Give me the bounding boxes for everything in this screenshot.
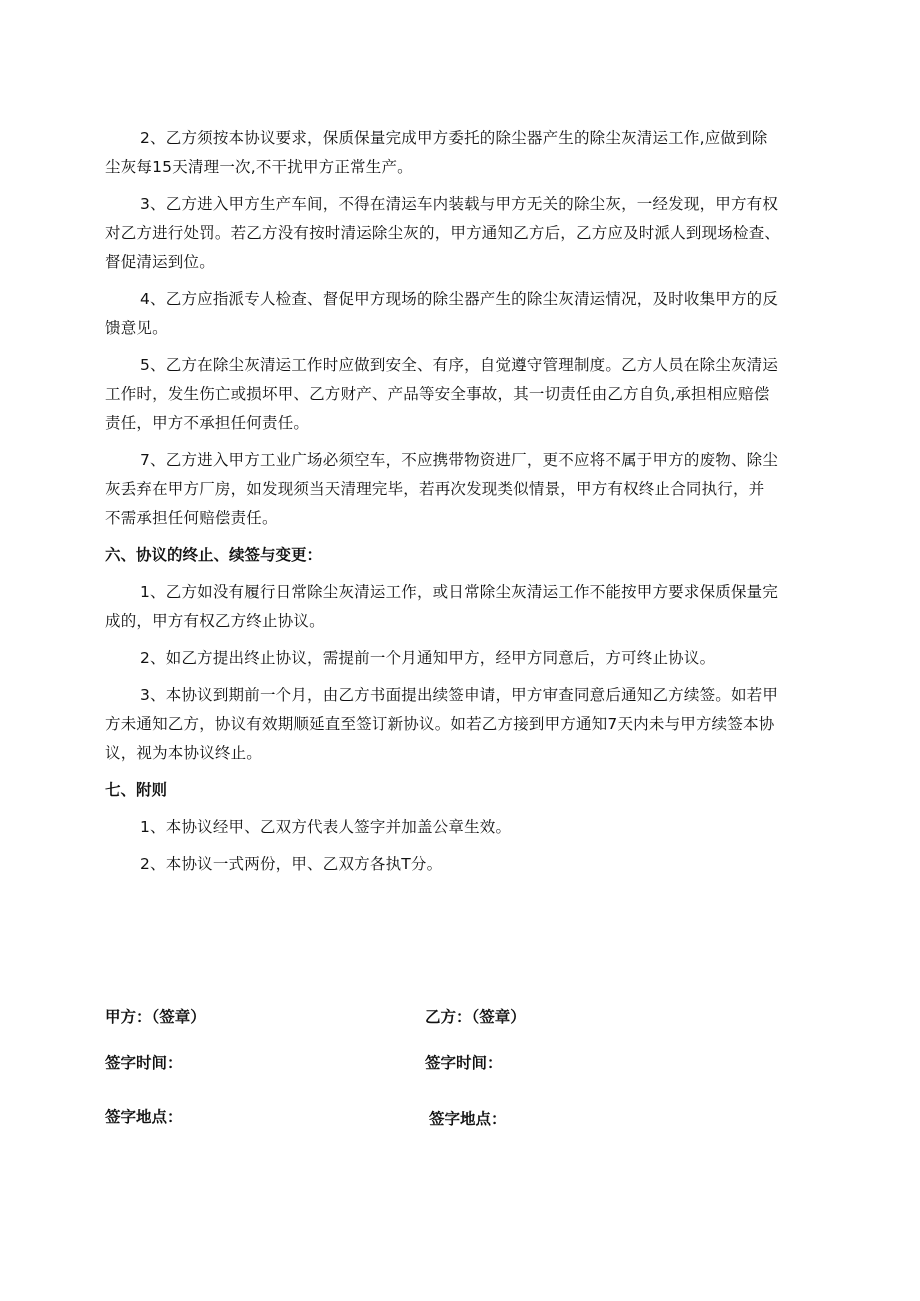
party-a-seal-label: 甲方：（签章） bbox=[105, 1008, 206, 1026]
party-b-seal-label: 乙方：（签章） bbox=[425, 1008, 526, 1026]
clause-line: 对乙方进行处罚。若乙方没有按时清运除尘灰的，甲方通知乙方后，乙方应及时派人到现场检查、 bbox=[105, 224, 781, 242]
clause-line: 3、本协议到期前一个月，由乙方书面提出续签申请，甲方审查同意后通知乙方续签。如若甲 bbox=[140, 686, 779, 704]
clause-line: 督促清运到位。 bbox=[105, 253, 215, 271]
clause-7-2 bbox=[105, 850, 823, 879]
clause-line: 4、乙方应指派专人检查、督促甲方现场的除尘器产生的除尘灰清运情况，及时收集甲方的反 bbox=[140, 290, 779, 308]
party-a-sign-place-label: 签字地点： bbox=[105, 1108, 183, 1126]
clause-line: 5、乙方在除尘灰清运工作时应做到安全、有序，自觉遵守管理制度。乙方人员在除尘灰清运 bbox=[140, 356, 779, 374]
clause-line: 尘灰每15天清理一次,不干扰甲方正常生产。 bbox=[105, 158, 413, 176]
clause-line: 灰丢弃在甲方厂房，如发现须当天清理完毕，若再次发现类似情景，甲方有权终止合同执行，并 bbox=[105, 480, 765, 498]
clause-line: 2、乙方须按本协议要求，保质保量完成甲方委托的除尘器产生的除尘灰清运工作,应做到除 bbox=[140, 129, 768, 147]
clause-6-1 bbox=[105, 578, 823, 636]
clause-line: 2、如乙方提出终止协议，需提前一个月通知甲方，经甲方同意后，方可终止协议。 bbox=[140, 649, 716, 667]
party-a-sign-time-label: 签字时间： bbox=[105, 1054, 183, 1072]
clause-5-5 bbox=[105, 351, 823, 438]
clause-line: 馈意见。 bbox=[105, 319, 168, 337]
clause-line: 2、本协议一式两份，甲、乙双方各执T分。 bbox=[140, 855, 443, 873]
clause-line: 方未通知乙方，协议有效期顺延直至签订新协议。如若乙方接到甲方通知7天内未与甲方续签本协 bbox=[105, 715, 775, 733]
party-b-sign-place-label: 签字地点： bbox=[429, 1110, 507, 1128]
section-six-heading: 六、协议的终止、续签与变更： bbox=[105, 546, 323, 564]
clause-line: 议，视为本协议终止。 bbox=[105, 744, 263, 762]
clause-line: 1、乙方如没有履行日常除尘灰清运工作，或日常除尘灰清运工作不能按甲方要求保质保量完 bbox=[140, 583, 779, 601]
section-seven-heading: 七、附则 bbox=[105, 781, 168, 799]
clause-line: 成的，甲方有权乙方终止协议。 bbox=[105, 612, 325, 630]
document-body bbox=[105, 124, 823, 887]
clause-line: 7、乙方进入甲方工业广场必须空车，不应携带物资进厂，更不应将不属于甲方的废物、除尘 bbox=[140, 451, 779, 469]
clause-6-3 bbox=[105, 681, 823, 768]
party-b-sign-time-label: 签字时间： bbox=[425, 1054, 503, 1072]
clause-7-1 bbox=[105, 813, 823, 842]
clause-line: 1、本协议经甲、乙双方代表人签字并加盖公章生效。 bbox=[140, 818, 512, 836]
clause-5-2 bbox=[105, 124, 823, 182]
clause-line: 3、乙方进入甲方生产车间，不得在清运车内装载与甲方无关的除尘灰，一经发现，甲方有权 bbox=[140, 195, 779, 213]
clause-5-4 bbox=[105, 285, 823, 343]
clause-line: 不需承担任何赔偿责任。 bbox=[105, 509, 278, 527]
clause-line: 责任，甲方不承担任何责任。 bbox=[105, 414, 310, 432]
clause-6-2 bbox=[105, 644, 823, 673]
clause-line: 工作时，发生伤亡或损坏甲、乙方财产、产品等安全事故，其一切责任由乙方自负,承担相应赔偿 bbox=[105, 385, 770, 403]
clause-5-7 bbox=[105, 446, 823, 533]
clause-5-3 bbox=[105, 190, 823, 277]
